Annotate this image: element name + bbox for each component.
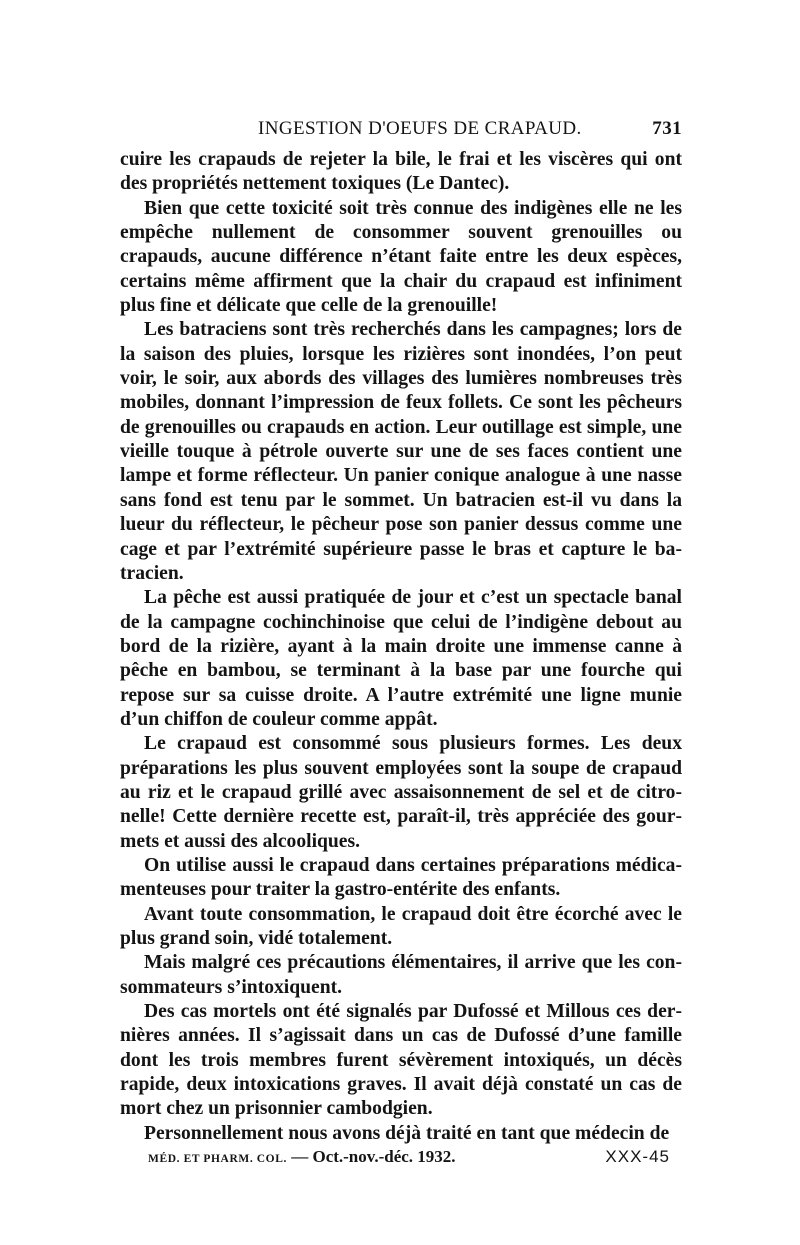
paragraph: Les batraciens sont très recherchés dans les campagnes; lors de la saison des pluies, lorsque les rizières sont inondées, l’on peut voir, le soir, aux abords des villages des lumières nombreuses très mobiles, donnant l’impression de feux follets. Ce sont les pêcheurs de grenouilles ou crapauds en action. Leur outillage est simple, une vieille touque à pétrole ouverte sur une de ses faces contient une lampe et forme réflecteur. Un panier conique analogue à une nasse sans fond est tenu par le sommet. Un batracien est-il vu dans la lueur du réflecteur, le pêcheur pose son panier dessus comme une cage et par l’extrémité supérieure passe le bras et capture le batracien. xyxy=(120,319,682,584)
signature-mark: XXX-45 xyxy=(605,1147,670,1166)
page-number: 731 xyxy=(652,118,682,139)
paragraph: La pêche est aussi pratiquée de jour et c’est un spectacle banal de la campagne cochinchinoise que celui de l’indigène debout au bord de la rizière, ayant à la main droite une immense canne à pêche en bambou, se terminant à la base par une fourche qui repose sur sa cuisse droite. A l’autre extrémité une ligne munie d’un chiffon de couleur comme appât. xyxy=(120,587,682,730)
paragraph: Le crapaud est consommé sous plusieurs formes. Les deux préparations les plus souvent employées sont la soupe de crapaud au riz et le crapaud grillé avec assaisonnement de sel et de citronelle! Cette dernière recette est, paraît-il, très appréciée des gourmets et aussi des alcooliques. xyxy=(120,733,682,852)
body-text xyxy=(120,148,682,1146)
journal-abbreviation: MÉD. ET PHARM. COL. xyxy=(148,1153,287,1165)
running-head-title: INGESTION D'OEUFS DE CRAPAUD. xyxy=(258,118,582,139)
running-head xyxy=(120,118,682,144)
issue-date: Oct.-nov.-déc. 1932. xyxy=(312,1147,456,1166)
journal-reference xyxy=(148,1147,456,1167)
paragraph: On utilise aussi le crapaud dans certaines préparations médicamenteuses pour traiter la gastro-entérite des enfants. xyxy=(120,854,682,901)
paragraph: Personnellement nous avons déjà traité en tant que médecin de xyxy=(144,1122,670,1144)
footer-separator: — xyxy=(286,1147,313,1166)
page-footer xyxy=(148,1147,682,1173)
paragraph: Bien que cette toxicité soit très connue des indigènes elle ne les empêche nullement de consommer souvent grenouilles ou crapauds, aucune différence n’étant faite entre les deux espèces, certains même affirment que la chair du crapaud est infiniment plus fine et délicate que celle de la grenouille! xyxy=(120,197,682,317)
paragraph: Avant toute consommation, le crapaud doit être écorché avec le plus grand soin, vidé totalement. xyxy=(120,903,682,949)
paragraph: Mais malgré ces précautions élémentaires, il arrive que les consommateurs s’intoxiquent. xyxy=(120,952,682,998)
paragraph: Des cas mortels ont été signalés par Dufossé et Millous ces dernières années. Il s’agissait dans un cas de Dufossé d’une famille dont les trois membres furent sévèrement intoxiqués, un décès rapide, deux intoxications graves. Il avait déjà constaté un cas de mort chez un prisonnier cambodgien. xyxy=(120,1001,682,1120)
paragraph-continued: cuire les crapauds de rejeter la bile, le frai et les viscères qui ont des propriétés nettement toxiques (Le Dantec). xyxy=(120,149,682,195)
